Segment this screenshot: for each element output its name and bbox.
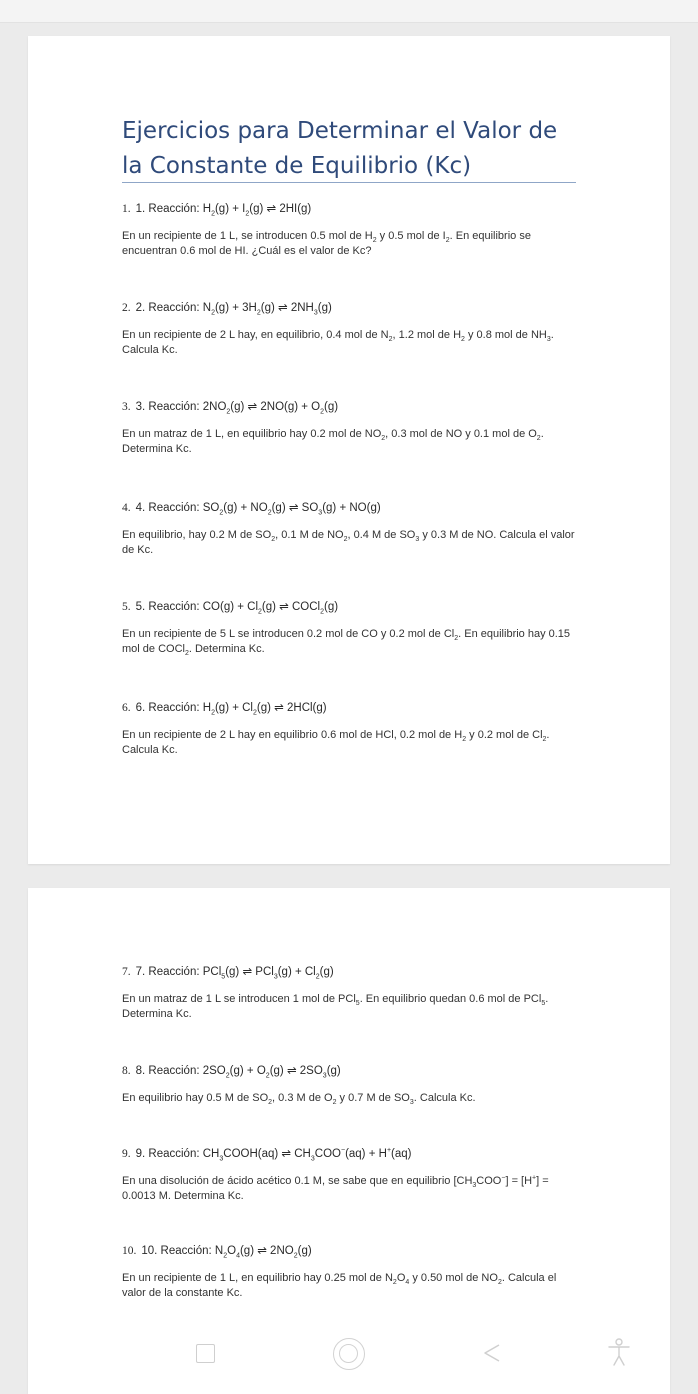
exercise-reaction: 9. Reacción: $CH_3COOH(aq)$ ⇌ $CH_3COO^-(aq) + H^+(aq)$: [135, 1147, 412, 1163]
exercise-statement: En un recipiente de 1 L, en equilibrio hay 0.25 mol de $N_2O_4$ y 0.50 mol de $NO_2$. Calcula el valor de la constante Kc.: [122, 1272, 557, 1299]
exercise-statement: En un recipiente de 2 L hay en equilibrio 0.6 mol de HCl, 0.2 mol de $H_2$ y 0.2 mol de $Cl_2$. Calcula Kc.: [122, 729, 550, 756]
exercise-number: 2.: [122, 302, 131, 314]
exercise-reaction: 5. Reacción: $CO(g) + Cl_2(g)$ ⇌ COCl$_2$(g): [135, 601, 339, 616]
exercise-number: 8.: [122, 1065, 131, 1077]
exercise-2: [122, 300, 582, 358]
exercise-statement: En equilibrio, hay 0.2 M de $SO_2$, 0.1 M de $NO_2$, 0.4 M de $SO_3$ y 0.3 M de NO. Calcula el valor de Kc.: [122, 529, 575, 556]
exercise-reaction: 8. Reacción: $2SO_2(g) + O_2(g)$ ⇌ $2SO_3(g)$: [135, 1065, 341, 1080]
exercise-statement: En un recipiente de 5 L se introducen 0.2 mol de CO y 0.2 mol de $Cl_2$. En equilibrio hay 0.15 mol de COCl$_2$. Determina Kc.: [122, 628, 571, 658]
exercise-statement: En un matraz de 1 L, en equilibrio hay 0.2 mol de $NO_2$, 0.3 mol de NO y 0.1 mol de $O_2$. Determina Kc.: [122, 428, 544, 455]
exercise-reaction: 2. Reacción: $N_2(g) + 3H_2(g)$ ⇌ $2NH_3(g)$: [135, 302, 332, 317]
exercise-8: [122, 1063, 582, 1106]
exercise-7: [122, 964, 582, 1022]
exercise-reaction: 10. Reacción: $N_2O_4(g)$ ⇌ $2NO_2(g)$: [141, 1245, 312, 1260]
recents-square-icon[interactable]: [196, 1344, 215, 1363]
exercise-statement: En un recipiente de 1 L, se introducen 0.5 mol de $H_2$ y 0.5 mol de $I_2$. En equilibrio se encuentran 0.6 mol de HI. ¿Cuál es el valor de Kc?: [122, 230, 531, 257]
exercise-reaction: 6. Reacción: $H_2(g) + Cl_2(g)$ ⇌ 2HCl(g): [135, 702, 327, 717]
exercise-4: [122, 500, 582, 558]
document-page-1: [28, 36, 670, 864]
back-triangle-icon[interactable]: [481, 1342, 503, 1364]
exercise-reaction: 3. Reacción: $2NO_2(g)$ ⇌ $2NO(g) + O_2(g)$: [135, 401, 339, 416]
exercise-1: [122, 201, 582, 259]
exercise-statement: En un matraz de 1 L se introducen 1 mol de PCl$_5$. En equilibrio quedan 0.6 mol de PCl$_5$. Determina Kc.: [122, 993, 549, 1020]
exercise-number: 5.: [122, 601, 131, 613]
exercise-reaction: 1. Reacción: $H_2(g) + I_2(g)$ ⇌ 2HI(g): [135, 203, 312, 218]
document-page-2: [28, 888, 670, 1394]
status-bar: [0, 0, 698, 23]
title-divider: [122, 182, 576, 183]
exercise-6: [122, 700, 582, 758]
exercise-statement: En un recipiente de 2 L hay, en equilibrio, 0.4 mol de $N_2$, 1.2 mol de $H_2$ y 0.8 mol de $NH_3$. Calcula Kc.: [122, 329, 554, 356]
android-nav-bar: [0, 1324, 698, 1394]
exercise-number: 3.: [122, 401, 131, 413]
exercise-number: 10.: [122, 1245, 137, 1257]
accessibility-icon[interactable]: [606, 1337, 632, 1367]
exercise-9: [122, 1146, 582, 1204]
home-circle-icon[interactable]: [333, 1338, 365, 1370]
exercise-number: 6.: [122, 702, 131, 714]
exercise-3: [122, 399, 582, 457]
exercise-5: [122, 599, 582, 657]
exercise-statement: En equilibrio hay 0.5 M de $SO_2$, 0.3 M de $O_2$ y 0.7 M de $SO_3$. Calcula Kc.: [122, 1092, 476, 1107]
exercise-number: 1.: [122, 203, 131, 215]
exercise-number: 7.: [122, 966, 131, 978]
exercise-reaction: 4. Reacción: $SO_2(g) + NO_2(g)$ ⇌ $SO_3(g) + NO(g)$: [135, 502, 381, 517]
page-title: Ejercicios para Determinar el Valor de la Constante de Equilibrio (Kc): [122, 118, 558, 179]
exercise-statement: En una disolución de ácido acético 0.1 M, se sabe que en equilibrio $[CH_3COO^-] = [H^+] = 0.0013$ M. Determina Kc.: [122, 1174, 549, 1202]
exercise-number: 9.: [122, 1148, 131, 1160]
exercise-10: [122, 1243, 582, 1301]
exercise-number: 4.: [122, 502, 131, 514]
exercise-reaction: 7. Reacción: PCl$_5$(g) ⇌ $PCl_3(g) + Cl_2(g)$: [135, 966, 334, 981]
